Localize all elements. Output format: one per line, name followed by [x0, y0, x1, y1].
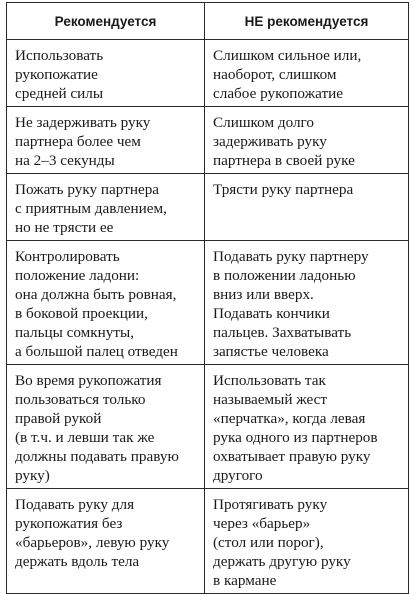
cell-text-line: руку) — [15, 467, 50, 484]
table-row — [7, 40, 409, 107]
cell-not-recommended — [205, 489, 409, 594]
cell-text-line: рукопожатие — [15, 66, 98, 83]
etiquette-table-container — [6, 2, 408, 594]
cell-text-line: Контролировать — [15, 248, 120, 265]
cell-text-line: через «барьер» — [213, 515, 311, 532]
cell-not-recommended — [205, 107, 409, 174]
cell-text-line: Слишком долго — [213, 114, 314, 131]
cell-text-line: пользоваться только — [15, 391, 146, 408]
cell-text-line: задерживать руку — [213, 133, 327, 150]
cell-text-line: Во время рукопожатия — [15, 372, 162, 389]
cell-text-line: (стол или порог), — [213, 534, 324, 551]
table-row — [7, 107, 409, 174]
cell-text-line: Протягивать руку — [213, 496, 328, 513]
cell-text-line: а большой палец отведен — [15, 343, 178, 360]
cell-text-line: средней силы — [15, 85, 104, 102]
cell-text-line: держать другую руку — [213, 553, 351, 570]
cell-text-line: Использовать так — [213, 372, 326, 389]
cell-recommended — [7, 174, 205, 241]
handshake-recommendations-table — [6, 2, 409, 594]
cell-text-line: в боковой проекции, — [15, 305, 148, 322]
cell-text-line: партнера более чем — [15, 133, 141, 150]
cell-text-line: держать вдоль тела — [15, 553, 140, 570]
table-row — [7, 174, 409, 241]
cell-not-recommended — [205, 174, 409, 241]
cell-recommended — [7, 107, 205, 174]
cell-text-line: охватывает правую руку — [213, 448, 371, 465]
cell-text-line: пальцы сомкнуты, — [15, 324, 135, 341]
cell-not-recommended — [205, 241, 409, 365]
table-body — [7, 40, 409, 594]
cell-recommended — [7, 365, 205, 489]
cell-text-line: называемый жест — [213, 391, 328, 408]
cell-text-line: слабое рукопожатие — [213, 85, 343, 102]
cell-text-line: Трясти руку партнера — [213, 181, 354, 198]
cell-text-line: «барьеров», левую руку — [15, 534, 170, 551]
cell-text-line: рукопожатия без — [15, 515, 123, 532]
cell-text-line: на 2–3 секунды — [15, 152, 115, 169]
cell-text-line: положение ладони: — [15, 267, 140, 284]
cell-text-line: вниз или вверх. — [213, 286, 314, 303]
cell-text-line: Пожать руку партнера — [15, 181, 160, 198]
cell-text-line: в положении ладонью — [213, 267, 356, 284]
cell-recommended — [7, 241, 205, 365]
cell-text-line: она должна быть ровная, — [15, 286, 177, 303]
cell-text-line: но не трясти ее — [15, 219, 114, 236]
cell-recommended — [7, 40, 205, 107]
cell-text-line: Слишком сильное или, — [213, 47, 362, 64]
table-row — [7, 241, 409, 365]
cell-text-line: рука одного из партнеров — [213, 429, 378, 446]
table-row — [7, 365, 409, 489]
cell-text-line: пальцев. Захватывать — [213, 324, 352, 341]
header-recommended: Рекомендуется — [7, 3, 205, 40]
cell-text-line: в кармане — [213, 572, 277, 589]
cell-text-line: Подавать руку для — [15, 496, 135, 513]
cell-recommended — [7, 489, 205, 594]
cell-text-line: Не задерживать руку — [15, 114, 151, 131]
cell-text-line: «перчатка», когда левая — [213, 410, 366, 427]
cell-text-line: запястье человека — [213, 343, 329, 360]
cell-not-recommended — [205, 40, 409, 107]
table-row — [7, 489, 409, 594]
cell-text-line: правой рукой — [15, 410, 102, 427]
table-header-row — [7, 3, 409, 40]
cell-text-line: Использовать — [15, 47, 104, 64]
cell-text-line: Подавать кончики — [213, 305, 330, 322]
cell-text-line: должны подавать правую — [15, 448, 179, 465]
cell-text-line: Подавать руку партнеру — [213, 248, 369, 265]
cell-text-line: с приятным давлением, — [15, 200, 167, 217]
cell-text-line: партнера в своей руке — [213, 152, 355, 169]
cell-not-recommended — [205, 365, 409, 489]
cell-text-line: наоборот, слишком — [213, 66, 337, 83]
header-not-recommended: НЕ рекомендуется — [205, 3, 409, 40]
cell-text-line: (в т.ч. и левши так же — [15, 429, 155, 446]
cell-text-line: другого — [213, 467, 263, 484]
